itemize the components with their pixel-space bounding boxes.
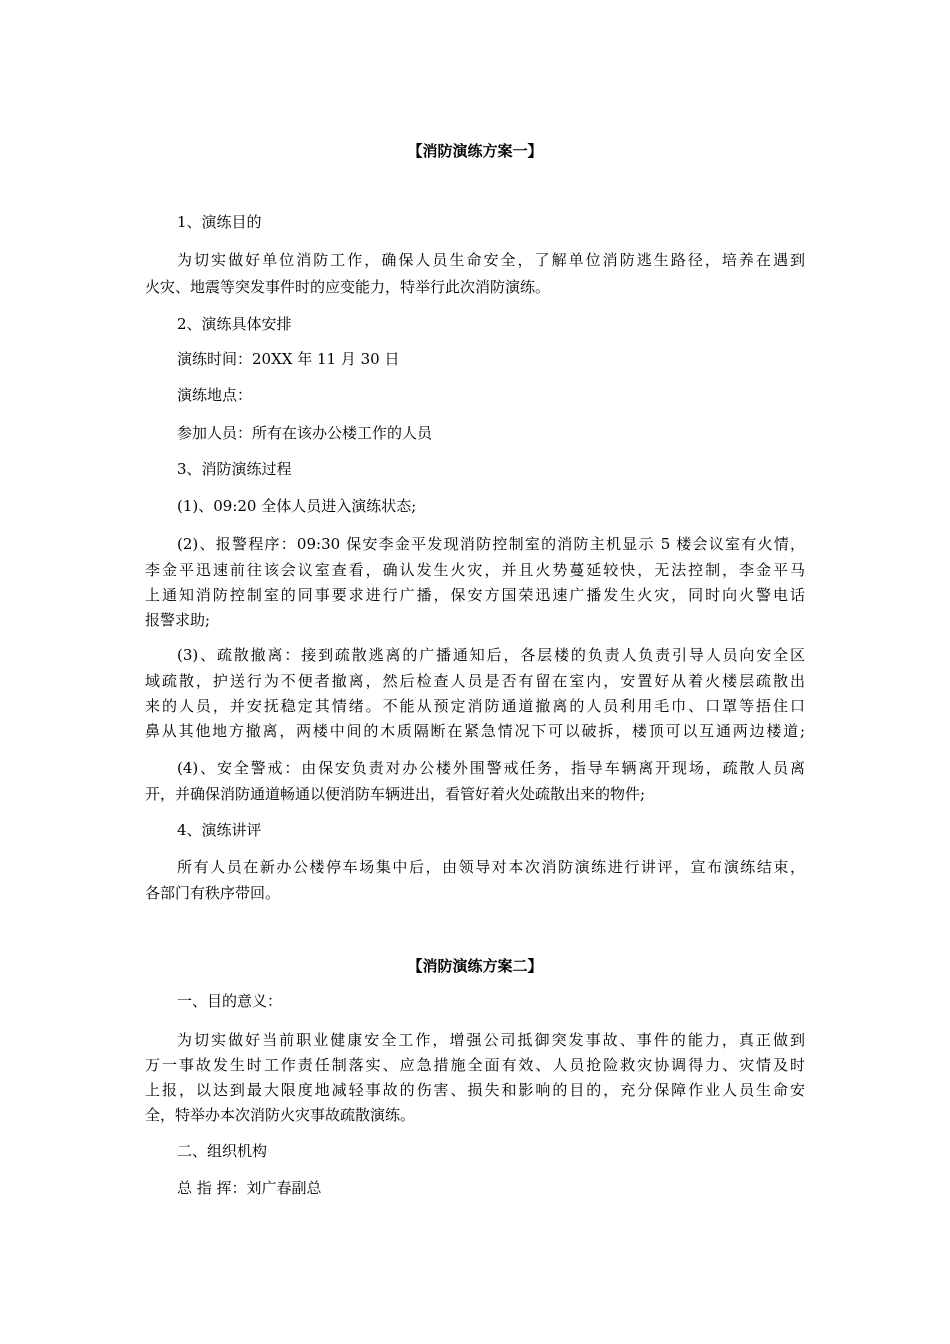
plan2-section1-paragraph-line: 上报，以达到最大限度地减轻事故的伤害、损失和影响的目的，充分保障作业人员生命安 [145,1081,805,1099]
plan1-step2-line: 报警求助; [145,611,211,629]
plan2-section1-paragraph-line: 为切实做好当前职业健康安全工作，增强公司抵御突发事故、事件的能力，真正做到 [177,1031,805,1049]
plan2-commander: 总 指 挥：刘广春副总 [177,1179,322,1197]
plan1-section1-paragraph-line: 为切实做好单位消防工作，确保人员生命安全，了解单位消防逃生路径，培养在遇到 [177,251,805,269]
plan1-section1-heading: 1、演练目的 [177,213,262,231]
plan2-section1-paragraph-line: 全，特举办本次消防火灾事故疏散演练。 [145,1106,416,1124]
plan1-drill-time: 演练时间：20XX 年 11 月 30 日 [177,350,400,368]
plan1-step2-line: 上通知消防控制室的同事要求进行广播，保安方国荣迅速广播发生火灾，同时向火警电话 [145,586,805,604]
plan1-section1-paragraph-line: 火灾、地震等突发事件时的应变能力，特举行此次消防演练。 [145,278,551,296]
plan1-drill-place: 演练地点： [177,386,253,404]
plan1-step1: (1)、09:20 全体人员进入演练状态; [177,497,417,515]
plan1-step3-line: 域疏散，护送行为不便者撤离，然后检查人员是否有留在室内，安置好从着火楼层疏散出 [145,672,805,690]
plan1-step3-line: (3)、疏散撤离：接到疏散逃离的广播通知后，各层楼的负责人负责引导人员向安全区 [177,646,805,664]
plan2-section1-paragraph-line: 万一事故发生时工作责任制落实、应急措施全面有效、人员抢险救灾协调得力、灾情及时 [145,1056,805,1074]
plan2-section2-heading: 二、组织机构 [177,1142,268,1160]
plan1-section2-heading: 2、演练具体安排 [177,315,292,333]
plan1-section4-heading: 4、演练讲评 [177,821,262,839]
plan2-title: 【消防演练方案二】 [407,957,543,975]
plan1-participants: 参加人员：所有在该办公楼工作的人员 [177,424,433,442]
plan1-step4-line: (4)、安全警戒：由保安负责对办公楼外围警戒任务，指导车辆离开现场，疏散人员离 [177,759,805,777]
plan1-step4-line: 开，并确保消防通道畅通以便消防车辆进出，看管好着火处疏散出来的物件; [145,785,646,803]
plan1-step3-line: 鼻从其他地方撤离，两楼中间的木质隔断在紧急情况下可以破拆，楼顶可以互通两边楼道; [145,722,805,740]
plan1-step2-line: 李金平迅速前往该会议室查看，确认发生火灾，并且火势蔓延较快，无法控制，李金平马 [145,561,805,579]
plan1-section4-paragraph-line: 各部门有秩序带回。 [145,884,281,902]
plan1-section3-heading: 3、消防演练过程 [177,460,292,478]
plan1-step3-line: 来的人员，并安抚稳定其情绪。不能从预定消防通道撤离的人员利用毛巾、口罩等捂住口 [145,697,805,715]
plan1-section4-paragraph-line: 所有人员在新办公楼停车场集中后，由领导对本次消防演练进行讲评，宣布演练结束， [177,858,805,876]
plan1-title: 【消防演练方案一】 [407,142,543,160]
plan2-section1-heading: 一、目的意义： [177,992,283,1010]
plan1-step2-line: (2)、报警程序：09:30 保安李金平发现消防控制室的消防主机显示 5 楼会议室有火情， [177,535,805,553]
